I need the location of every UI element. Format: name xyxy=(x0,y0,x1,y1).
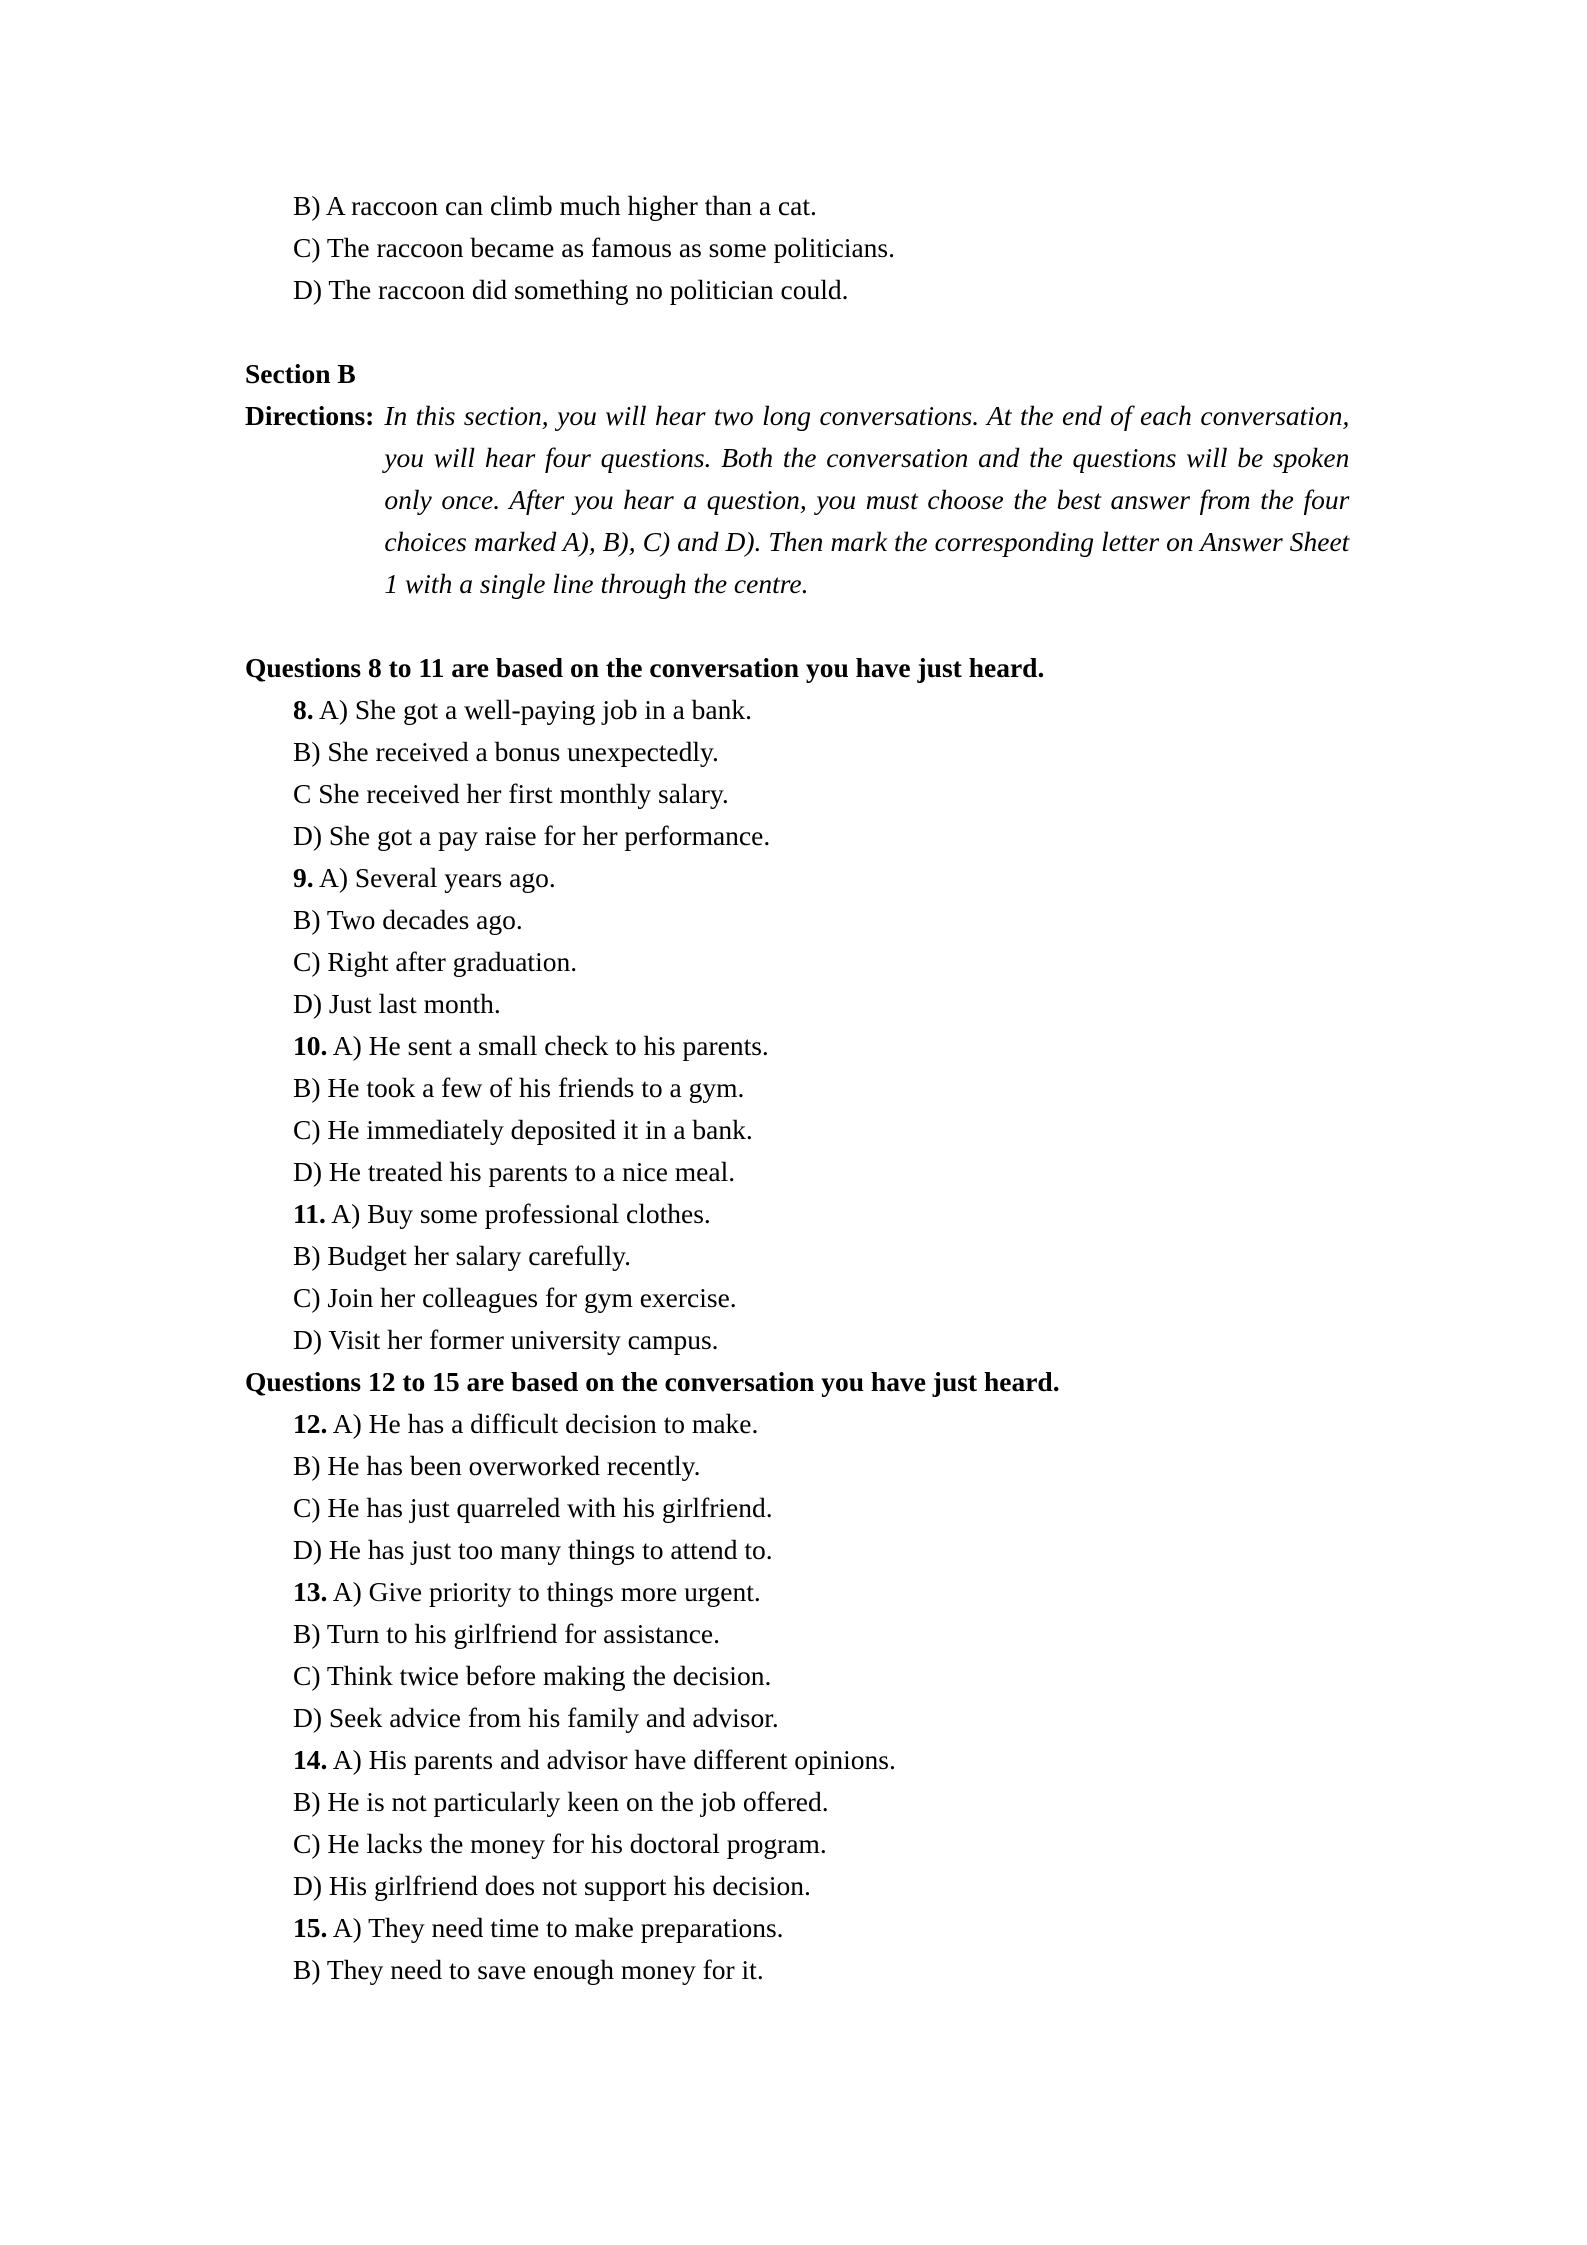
spacer xyxy=(245,605,1377,647)
option-text: A) They need time to make preparations. xyxy=(332,1912,784,1943)
question-group xyxy=(245,647,1377,1361)
option-line: C) The raccoon became as famous as some politicians. xyxy=(293,232,896,263)
questions-heading: Questions 12 to 15 are based on the conversation you have just heard. xyxy=(245,1366,1060,1397)
question-number: 13. xyxy=(293,1576,328,1607)
option-line: C) Think twice before making the decision. xyxy=(293,1660,772,1691)
question-item xyxy=(245,1739,1377,1781)
option-line: D) Just last month. xyxy=(293,988,501,1019)
directions-text: In this section, you will hear two long conversations. At the end of each conversation, you will hear four questions. Both the conversation and the questions will be spoken only once. After you hear a question, you must choose the best answer from the four choices marked A), B), C) and D). Then mark the corresponding letter on Answer Sheet 1 with a single line through the centre. xyxy=(384,400,1350,599)
question-item xyxy=(245,689,1377,731)
question-number: 12. xyxy=(293,1408,328,1439)
option-line: B) Budget her salary carefully. xyxy=(293,1240,632,1271)
option-line: C) He lacks the money for his doctoral program. xyxy=(293,1828,827,1859)
question-item xyxy=(245,1193,1377,1235)
option-text: A) She got a well-paying job in a bank. xyxy=(318,694,753,725)
question-number: 11. xyxy=(293,1198,326,1229)
question-number: 10. xyxy=(293,1030,328,1061)
spacer xyxy=(245,311,1377,353)
section-title: Section B xyxy=(245,358,356,389)
option-text: A) He sent a small check to his parents. xyxy=(332,1030,769,1061)
option-line: B) Turn to his girlfriend for assistance. xyxy=(293,1618,720,1649)
option-line: B) He is not particularly keen on the job offered. xyxy=(293,1786,829,1817)
option-line: D) Seek advice from his family and advisor. xyxy=(293,1702,779,1733)
directions-label: Directions: xyxy=(245,400,375,431)
option-line: B) Two decades ago. xyxy=(293,904,523,935)
question-number: 15. xyxy=(293,1912,328,1943)
option-text: A) Buy some professional clothes. xyxy=(331,1198,711,1229)
option-text: A) His parents and advisor have different opinions. xyxy=(332,1744,896,1775)
option-line: C) He has just quarreled with his girlfriend. xyxy=(293,1492,773,1523)
question-item xyxy=(245,1403,1377,1445)
option-line: D) His girlfriend does not support his decision. xyxy=(293,1870,811,1901)
top-options-block xyxy=(245,185,1377,311)
option-line: D) He treated his parents to a nice meal. xyxy=(293,1156,736,1187)
option-text: A) Several years ago. xyxy=(318,862,556,893)
question-number: 14. xyxy=(293,1744,328,1775)
option-line: D) Visit her former university campus. xyxy=(293,1324,719,1355)
option-line: D) The raccoon did something no politician could. xyxy=(293,274,849,305)
option-line: C) Join her colleagues for gym exercise. xyxy=(293,1282,737,1313)
option-text: A) Give priority to things more urgent. xyxy=(332,1576,761,1607)
option-line: B) A raccoon can climb much higher than a cat. xyxy=(293,190,817,221)
option-line: B) She received a bonus unexpectedly. xyxy=(293,736,719,767)
directions-block xyxy=(245,395,1377,605)
question-number: 9. xyxy=(293,862,314,893)
questions-heading: Questions 8 to 11 are based on the conversation you have just heard. xyxy=(245,652,1045,683)
question-number: 8. xyxy=(293,694,314,725)
option-line: C) He immediately deposited it in a bank. xyxy=(293,1114,753,1145)
option-line: B) They need to save enough money for it. xyxy=(293,1954,764,1985)
question-item xyxy=(245,1571,1377,1613)
question-group xyxy=(245,1361,1377,1991)
option-line: B) He took a few of his friends to a gym. xyxy=(293,1072,745,1103)
question-item xyxy=(245,857,1377,899)
question-item xyxy=(245,1907,1377,1949)
option-line: D) He has just too many things to attend to. xyxy=(293,1534,773,1565)
option-line: D) She got a pay raise for her performance. xyxy=(293,820,771,851)
option-text: A) He has a difficult decision to make. xyxy=(332,1408,759,1439)
option-line: C) Right after graduation. xyxy=(293,946,578,977)
question-item xyxy=(245,1025,1377,1067)
option-line: B) He has been overworked recently. xyxy=(293,1450,701,1481)
option-line: C She received her first monthly salary. xyxy=(293,778,729,809)
